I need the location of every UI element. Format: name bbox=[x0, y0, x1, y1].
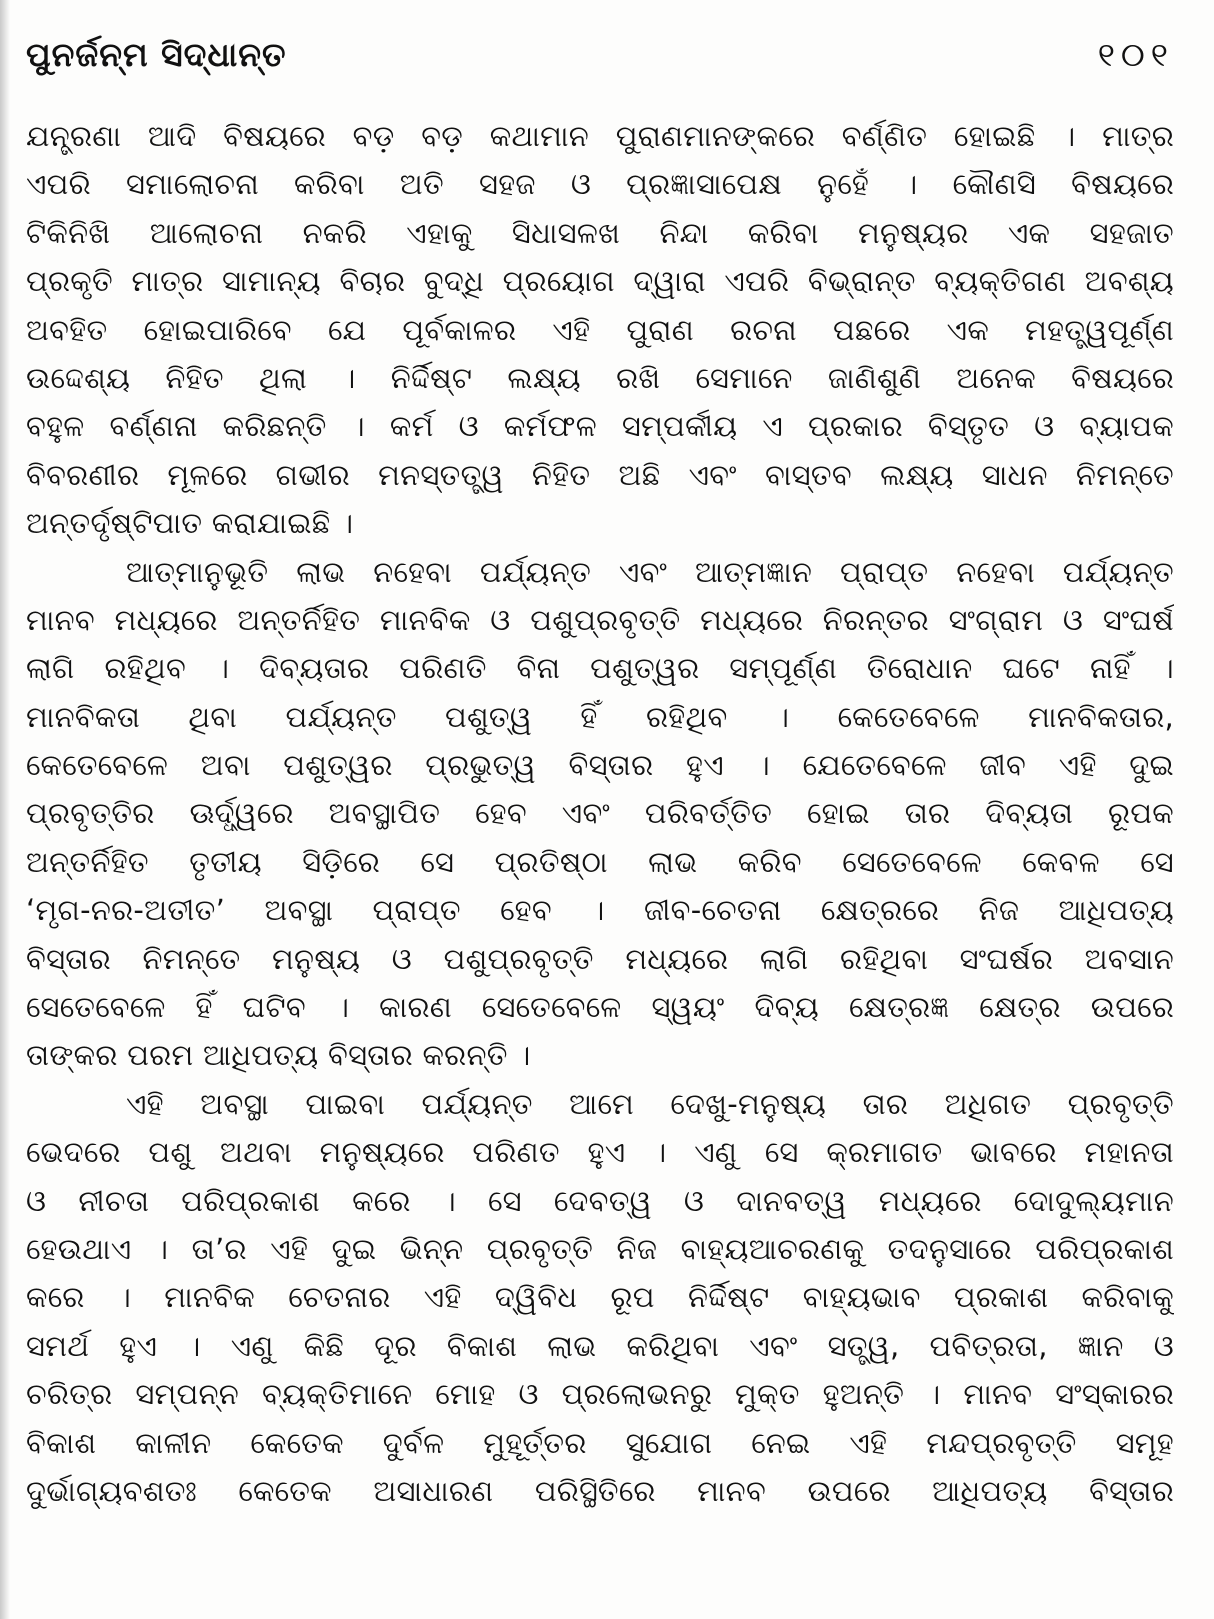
text-line: ମାନବ ମଧ୍ୟରେ ଅନ୍ତର୍ନିହିତ ମାନବିକ ଓ ପଶୁପ୍ରବୃତ୍ତି ମଧ୍ୟରେ ନିରନ୍ତର ସଂଗ୍ରାମ ଓ ସଂଘର୍ଷ bbox=[26, 602, 1174, 637]
text-line: ଦୁର୍ଭାଗ୍ୟବଶତଃ କେତେକ ଅସାଧାରଣ ପରିସ୍ଥିତିରେ ମାନବ ଉପରେ ଆଧିପତ୍ୟ ବିସ୍ତାର bbox=[26, 1473, 1174, 1508]
text-line: ବିବରଣୀର ମୂଳରେ ଗଭୀର ମନସ୍ତତ୍ତ୍ୱ ନିହିତ ଅଛି ଏବଂ ବାସ୍ତବ ଲକ୍ଷ୍ୟ ସାଧନ ନିମନ୍ତେ bbox=[26, 457, 1174, 492]
text-line: ଚରିତ୍ର ସମ୍ପନ୍ନ ବ୍ୟକ୍ତିମାନେ ମୋହ ଓ ପ୍ରଲୋଭନରୁ ମୁକ୍ତ ହୁଅନ୍ତି । ମାନବ ସଂସ୍କାରର bbox=[26, 1377, 1174, 1412]
running-title: ପୁନର୍ଜନ୍ମ ସିଦ୍ଧାନ୍ତ bbox=[26, 35, 287, 74]
text-line: ପ୍ରକୃତି ମାତ୍ର ସାମାନ୍ୟ ବିଚାର ବୁଦ୍ଧି ପ୍ରୟୋଗ ଦ୍ୱାରା ଏପରି ବିଭ୍ରାନ୍ତ ବ୍ୟକ୍ତିଗଣ ଅବଶ୍ୟ bbox=[26, 264, 1174, 299]
text-line: ବିସ୍ତାର ନିମନ୍ତେ ମନୁଷ୍ୟ ଓ ପଶୁପ୍ରବୃତ୍ତି ମଧ୍ୟରେ ଲାଗି ରହିଥିବା ସଂଘର୍ଷର ଅବସାନ bbox=[26, 941, 1174, 976]
text-line: ପ୍ରବୃତ୍ତିର ଊର୍ଦ୍ଧ୍ୱରେ ଅବସ୍ଥାପିତ ହେବ ଏବଂ ପରିବର୍ତ୍ତିତ ହୋଇ ତାର ଦିବ୍ୟତା ରୂପକ bbox=[26, 796, 1174, 831]
paragraph bbox=[26, 112, 1174, 548]
text-line: ଏହି ଅବସ୍ଥା ପାଇବା ପର୍ଯ୍ୟନ୍ତ ଆମେ ଦେଖୁ-ମନୁଷ୍ୟ ତାର ଅଧିଗତ ପ୍ରବୃତ୍ତି bbox=[126, 1086, 1174, 1121]
text-line: ବହୁଳ ବର୍ଣ୍ଣନା କରିଛନ୍ତି । କର୍ମ ଓ କର୍ମଫଳ ସମ୍ପର୍କୀୟ ଏ ପ୍ରକାର ବିସ୍ତୃତ ଓ ବ୍ୟାପକ bbox=[26, 409, 1174, 444]
paragraph bbox=[26, 1080, 1174, 1516]
text-line: ଭେଦରେ ପଶୁ ଅଥବା ମନୁଷ୍ୟରେ ପରିଣତ ହୁଏ । ଏଣୁ ସେ କ୍ରମାଗତ ଭାବରେ ମହାନତା bbox=[26, 1135, 1174, 1170]
page-number: ୧୦୧ bbox=[1097, 35, 1174, 74]
text-line: ଅନ୍ତର୍ଦୃଷ୍ଟିପାତ କରାଯାଇଛି । bbox=[26, 506, 354, 541]
text-line: ଓ ନୀଚତା ପରିପ୍ରକାଶ କରେ । ସେ ଦେବତ୍ୱ ଓ ଦାନବତ୍ୱ ମଧ୍ୟରେ ଦୋଦୁଲ୍ୟମାନ bbox=[26, 1183, 1174, 1218]
body-text bbox=[26, 112, 1174, 1515]
text-line: ଯନ୍ତ୍ରଣା ଆଦି ବିଷୟରେ ବଡ଼ ବଡ଼ କଥାମାନ ପୁରାଣମାନଙ୍କରେ ବର୍ଣ୍ଣିତ ହୋଇଛି । ମାତ୍ର bbox=[26, 119, 1174, 153]
text-line: ଏପରି ସମାଲୋଚନା କରିବା ଅତି ସହଜ ଓ ପ୍ରଜ୍ଞାସାପେକ୍ଷ ନୁହେଁ । କୌଣସି ବିଷୟରେ bbox=[26, 167, 1174, 202]
text-line: ତାଙ୍କର ପରମ ଆଧିପତ୍ୟ ବିସ୍ତାର କରନ୍ତି । bbox=[26, 1038, 531, 1073]
text-line: ବିକାଶ କାଳୀନ କେତେକ ଦୁର୍ବଳ ମୁହୂର୍ତ୍ତର ସୁଯୋଗ ନେଇ ଏହି ମନ୍ଦପ୍ରବୃତ୍ତି ସମୂହ bbox=[26, 1425, 1174, 1460]
text-line: ସେତେବେଳେ ହିଁ ଘଟିବ । କାରଣ ସେତେବେଳେ ସ୍ୱୟଂ ଦିବ୍ୟ କ୍ଷେତ୍ରଜ୍ଞ କ୍ଷେତ୍ର ଉପରେ bbox=[26, 990, 1174, 1025]
text-line: ଉଦ୍ଦେଶ୍ୟ ନିହିତ ଥିଲା । ନିର୍ଦ୍ଦିଷ୍ଟ ଲକ୍ଷ୍ୟ ରଖି ସେମାନେ ଜାଣିଶୁଣି ଅନେକ ବିଷୟରେ bbox=[26, 360, 1174, 395]
text-line: କରେ । ମାନବିକ ଚେତନାର ଏହି ଦ୍ୱିବିଧ ରୂପ ନିର୍ଦ୍ଦିଷ୍ଟ ବାହ୍ୟଭାବ ପ୍ରକାଶ କରିବାକୁ bbox=[26, 1280, 1174, 1315]
text-line: ‘ମୃଗ-ନର-ଅତୀତ’ ଅବସ୍ଥା ପ୍ରାପ୍ତ ହେବ । ଜୀବ-ଚେତନା କ୍ଷେତ୍ରରେ ନିଜ ଆଧିପତ୍ୟ bbox=[26, 893, 1174, 928]
text-line: ଟିକିନିଖି ଆଲୋଚନା ନକରି ଏହାକୁ ସିଧାସଳଖ ନିନ୍ଦା କରିବା ମନୁଷ୍ୟର ଏକ ସହଜାତ bbox=[26, 215, 1174, 250]
text-line: ସମର୍ଥ ହୁଏ । ଏଣୁ କିଛି ଦୂର ବିକାଶ ଲାଭ କରିଥିବା ଏବଂ ସତ୍ତ୍ୱ, ପବିତ୍ରତା, ଜ୍ଞାନ ଓ bbox=[26, 1328, 1174, 1363]
paragraph bbox=[26, 548, 1174, 1080]
text-line: କେତେବେଳେ ଅବା ପଶୁତ୍ୱର ପ୍ରଭୁତ୍ୱ ବିସ୍ତାର ହୁଏ । ଯେତେବେଳେ ଜୀବ ଏହି ଦୁଇ bbox=[26, 748, 1174, 783]
scan-shadow-edge bbox=[0, 0, 10, 1619]
text-line: ଲାଗି ରହିଥିବ । ଦିବ୍ୟତାର ପରିଣତି ବିନା ପଶୁତ୍ୱର ସମ୍ପୂର୍ଣ୍ଣ ତିରୋଧାନ ଘଟେ ନାହିଁ । bbox=[26, 651, 1174, 686]
text-line: ଅନ୍ତର୍ନିହିତ ତୃତୀୟ ସିଡ଼ିରେ ସେ ପ୍ରତିଷ୍ଠା ଲାଭ କରିବ ସେତେବେଳେ କେବଳ ସେ bbox=[26, 844, 1174, 879]
text-line: ହେଉଥାଏ । ତା’ର ଏହି ଦୁଇ ଭିନ୍ନ ପ୍ରବୃତ୍ତି ନିଜ ବାହ୍ୟଆଚରଣକୁ ତଦନୁସାରେ ପରିପ୍ରକାଶ bbox=[26, 1231, 1174, 1266]
text-line: ଆତ୍ମାନୁଭୂତି ଲାଭ ନହେବା ପର୍ଯ୍ୟନ୍ତ ଏବଂ ଆତ୍ମଜ୍ଞାନ ପ୍ରାପ୍ତ ନହେବା ପର୍ଯ୍ୟନ୍ତ bbox=[126, 554, 1174, 589]
text-line: ଅବହିତ ହୋଇପାରିବେ ଯେ ପୂର୍ବକାଳର ଏହି ପୁରାଣ ରଚନା ପଛରେ ଏକ ମହତ୍ତ୍ୱପୂର୍ଣ୍ଣ bbox=[26, 312, 1174, 347]
running-header bbox=[26, 28, 1174, 82]
text-line: ମାନବିକତା ଥିବା ପର୍ଯ୍ୟନ୍ତ ପଶୁତ୍ୱ ହିଁ ରହିଥିବ । କେତେବେଳେ ମାନବିକତାର, bbox=[26, 699, 1174, 734]
